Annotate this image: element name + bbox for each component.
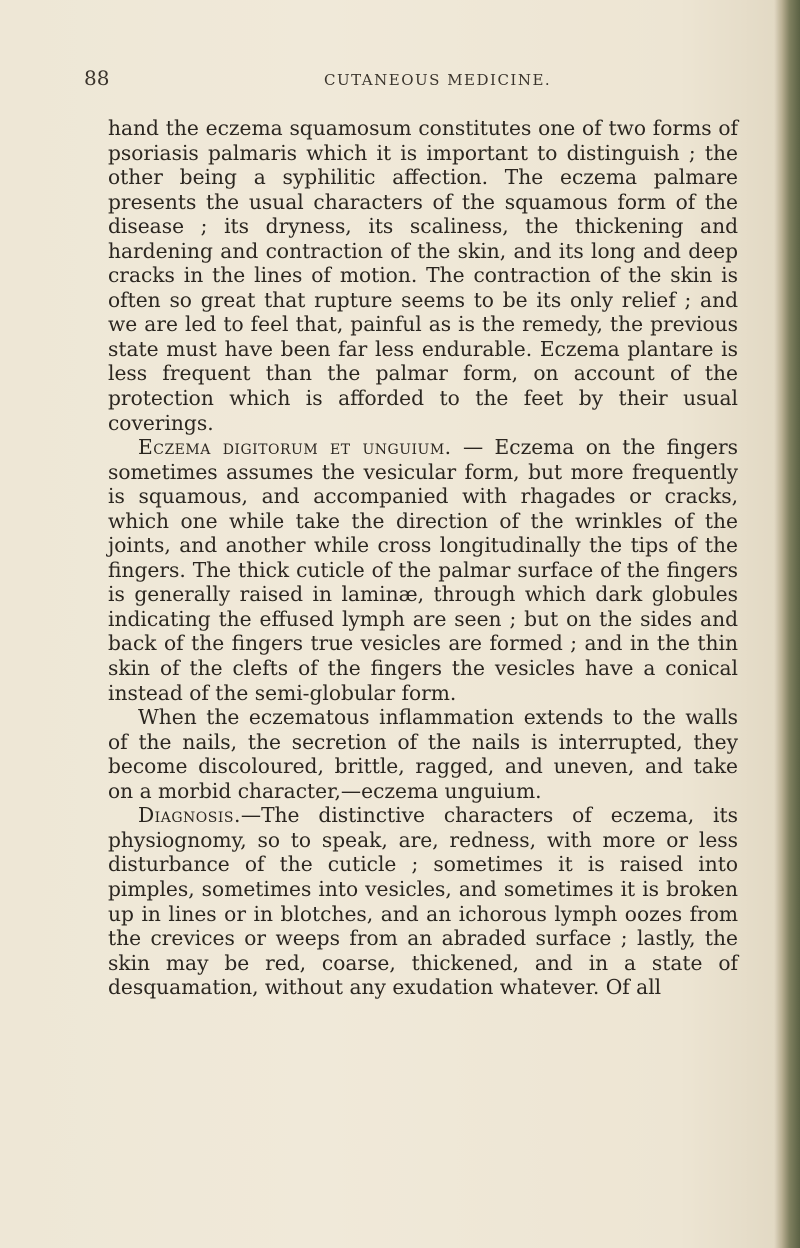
paragraph-text: hand the eczema squamosum constitutes one of two forms of psoriasis palmaris which it is important to distinguish ; the other being a syphilitic affection. The eczema palmare presents the usual characters of the squamous form of the disease ; its dryness, its scaliness, the thickening and hardening and contraction of the skin, and its long and deep cracks in the lines of motion. The contraction of the skin is often so great that rupture seems to be its only relief ; and we are led to feel that, painful as is the remedy, the previous state must have been far less endurable. Eczema plantare is less frequent than the palmar form, on account of the protection which is afforded to the feet by their usual coverings. bbox=[108, 116, 738, 435]
page-number: 88 bbox=[84, 66, 110, 90]
paragraph-text: —The distinctive characters of eczema, its physiognomy, so to speak, are, redness, with more or less disturbance of the cuticle ; sometimes it is raised into pimples, sometimes into vesicles, and sometimes it is broken up in lines or in blotches, and an ichorous lymph oozes from the crevices or weeps from an abraded surface ; lastly, the skin may be red, coarse, thickened, and in a state of desquamation, without any exudation whatever. Of all bbox=[108, 803, 738, 1000]
section-heading: Diagnosis. bbox=[138, 803, 241, 828]
paragraph bbox=[108, 705, 738, 803]
paragraph bbox=[108, 803, 738, 999]
paragraph bbox=[108, 116, 738, 435]
page-header bbox=[84, 66, 744, 94]
paragraph-text: When the eczematous inflammation extends to the walls of the nails, the secretion of the nails is interrupted, they become discoloured, brittle, ragged, and uneven, and take on a morbid character,—eczema unguium. bbox=[108, 705, 738, 803]
paragraph bbox=[108, 435, 738, 705]
paragraph-text: — Eczema on the fingers sometimes assumes the vesicular form, but more frequently is squamous, and accompanied with rhagades or cracks, which one while take the direction of the wrinkles of the joints, and another while cross longitudinally the tips of the fingers. The thick cuticle of the palmar surface of the fingers is generally raised in laminæ, through which dark globules indicating the effused lymph are seen ; but on the sides and back of the fingers true vesicles are formed ; and in the thin skin of the clefts of the fingers the vesicles have a conical instead of the semi-globular form. bbox=[108, 435, 738, 705]
page-binding-edge bbox=[774, 0, 800, 1248]
page-body bbox=[108, 116, 738, 1000]
running-title: CUTANEOUS MEDICINE. bbox=[324, 71, 552, 89]
section-heading: Eczema digitorum et unguium. bbox=[138, 435, 452, 460]
